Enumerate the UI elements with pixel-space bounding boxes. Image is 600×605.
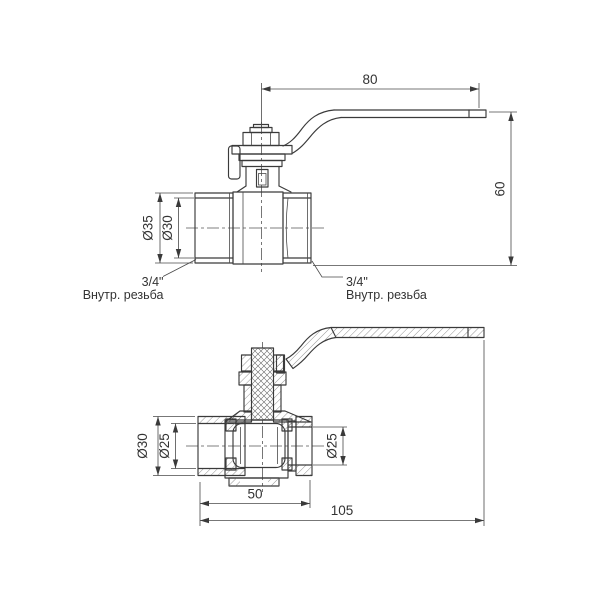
- dim-d25-right-label: Ø25: [324, 433, 340, 459]
- dim-80-label: 80: [362, 72, 378, 87]
- dim-60-label: 60: [492, 181, 508, 197]
- dimension-handle-length: [262, 72, 480, 127]
- dim-d30-label: Ø30: [160, 215, 175, 241]
- section-view: [135, 328, 484, 527]
- dim-105-label: 105: [330, 503, 354, 518]
- thread-size-left-label: 3/4": [141, 275, 164, 289]
- side-view: [83, 72, 517, 302]
- dim-d35-label: Ø35: [140, 215, 156, 241]
- dimension-height: [313, 112, 517, 266]
- handle-side: [283, 110, 486, 154]
- thread-size-right-label: 3/4": [346, 275, 368, 289]
- thread-type-left-label: Внутр. резьба: [82, 288, 164, 302]
- stem-nut: [243, 125, 279, 146]
- dim-d30-section-label: Ø30: [135, 433, 150, 459]
- dimension-body-length: [200, 480, 310, 526]
- handle-section: [277, 328, 485, 374]
- thread-type-right-label: Внутр. резьба: [346, 288, 427, 302]
- dim-d25-left-label: Ø25: [157, 433, 172, 459]
- valve-neck: [237, 154, 291, 192]
- thread-note-left: [83, 260, 196, 303]
- thread-note-right: [312, 261, 427, 302]
- dim-50-label: 50: [247, 486, 263, 502]
